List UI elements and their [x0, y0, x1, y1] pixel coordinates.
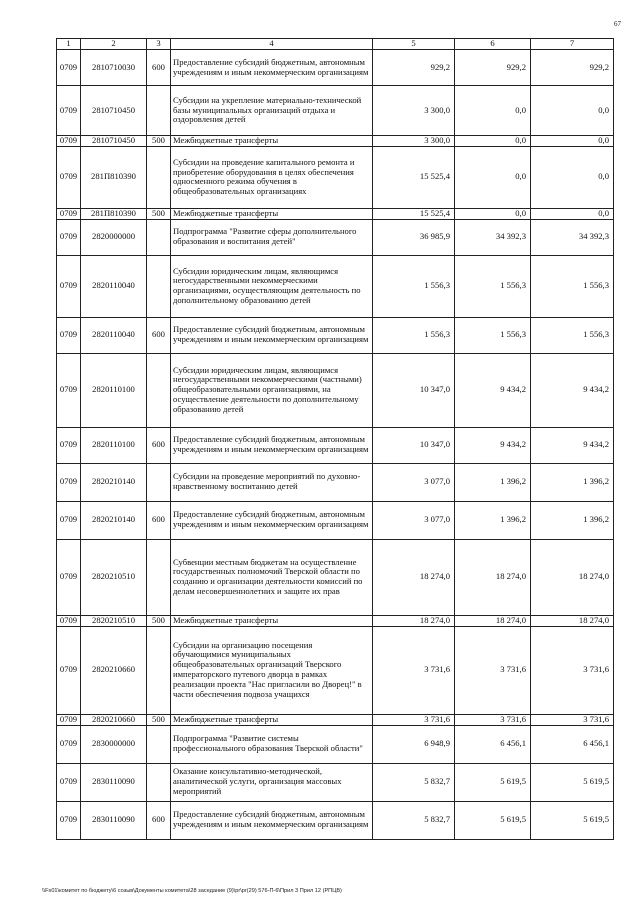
cell-name: Субсидии юридическим лицам, являющимся негосударственными некоммерческими (частными) общеобразовательными организациями, на осуществление деятельности по дополнительному образованию детей: [171, 353, 373, 427]
cell-value-5: 1 556,3: [373, 317, 455, 353]
cell-name: Субсидии на проведение капитального ремонта и приобретение оборудования в целях обеспечения односменного режима обучения в общеобразовательных организациях: [171, 146, 373, 208]
table-row: [57, 146, 614, 208]
page-number: 67: [614, 20, 621, 28]
cell-section: 0709: [57, 463, 81, 501]
cell-value-6: 0,0: [455, 136, 531, 147]
cell-value-7: 5 619,5: [531, 763, 614, 801]
cell-name: Предоставление субсидий бюджетным, автономным учреждениям и иным некоммерческим организациям: [171, 50, 373, 86]
cell-value-5: 3 300,0: [373, 136, 455, 147]
cell-value-6: 1 396,2: [455, 501, 531, 539]
table-row: [57, 255, 614, 317]
table-row: [57, 763, 614, 801]
cell-value-7: 1 556,3: [531, 255, 614, 317]
cell-value-6: 5 619,5: [455, 763, 531, 801]
cell-name: Предоставление субсидий бюджетным, автономным учреждениям и иным некоммерческим организациям: [171, 501, 373, 539]
cell-target-article: 2820210660: [81, 714, 147, 725]
cell-expense-type: [147, 763, 171, 801]
cell-name: Субсидии юридическим лицам, являющимся негосударственными некоммерческими организациями, осуществляющим деятельность по дополнительному образованию детей: [171, 255, 373, 317]
cell-name: Предоставление субсидий бюджетным, автономным учреждениям и иным некоммерческим организациям: [171, 427, 373, 463]
cell-section: 0709: [57, 725, 81, 763]
cell-section: 0709: [57, 50, 81, 86]
cell-target-article: 2820110040: [81, 255, 147, 317]
cell-value-5: 929,2: [373, 50, 455, 86]
cell-name: Межбюджетные трансферты: [171, 136, 373, 147]
cell-value-7: 1 396,2: [531, 463, 614, 501]
cell-value-5: 1 556,3: [373, 255, 455, 317]
cell-value-6: 5 619,5: [455, 801, 531, 839]
cell-value-7: 1 556,3: [531, 317, 614, 353]
cell-value-5: 5 832,7: [373, 801, 455, 839]
cell-target-article: 2820210140: [81, 501, 147, 539]
cell-value-7: 0,0: [531, 136, 614, 147]
table-row: [57, 725, 614, 763]
cell-value-5: 6 948,9: [373, 725, 455, 763]
cell-value-7: 5 619,5: [531, 801, 614, 839]
cell-value-5: 3 300,0: [373, 86, 455, 136]
cell-section: 0709: [57, 86, 81, 136]
cell-value-5: 3 077,0: [373, 463, 455, 501]
cell-value-6: 929,2: [455, 50, 531, 86]
cell-name: Субсидии на укрепление материально-технической базы муниципальных организаций отдыха и оздоровления детей: [171, 86, 373, 136]
cell-section: 0709: [57, 136, 81, 147]
table-row: [57, 86, 614, 136]
cell-target-article: 2820110100: [81, 427, 147, 463]
budget-table: [56, 38, 614, 840]
cell-value-5: 3 077,0: [373, 501, 455, 539]
cell-section: 0709: [57, 427, 81, 463]
cell-target-article: 2820210140: [81, 463, 147, 501]
cell-value-5: 36 985,9: [373, 219, 455, 255]
cell-expense-type: [147, 725, 171, 763]
cell-value-6: 9 434,2: [455, 353, 531, 427]
cell-value-5: 5 832,7: [373, 763, 455, 801]
header-col-4: 4: [171, 39, 373, 50]
cell-expense-type: [147, 86, 171, 136]
cell-target-article: 2830000000: [81, 725, 147, 763]
cell-target-article: 2810710450: [81, 136, 147, 147]
cell-expense-type: 600: [147, 317, 171, 353]
cell-section: 0709: [57, 539, 81, 615]
file-path-footer: \\Fs01\комитет по бюджету\6 созыв\Документы комитета\28 заседание (9)\pr\pr(29) 576-П-6\Прил 3 Прил 12 (РПЦВ): [42, 888, 342, 894]
cell-expense-type: [147, 463, 171, 501]
table-row: [57, 615, 614, 626]
cell-target-article: 2820210660: [81, 626, 147, 714]
cell-target-article: 2820210510: [81, 615, 147, 626]
header-col-1: 1: [57, 39, 81, 50]
cell-target-article: 281П810390: [81, 146, 147, 208]
cell-section: 0709: [57, 501, 81, 539]
cell-name: Предоставление субсидий бюджетным, автономным учреждениям и иным некоммерческим организациям: [171, 317, 373, 353]
cell-name: Предоставление субсидий бюджетным, автономным учреждениям и иным некоммерческим организациям: [171, 801, 373, 839]
cell-value-5: 10 347,0: [373, 353, 455, 427]
cell-value-7: 3 731,6: [531, 714, 614, 725]
cell-name: Субвенции местным бюджетам на осуществление государственных полномочий Тверской области по созданию и организации деятельности комиссий по делам несовершеннолетних и защите их прав: [171, 539, 373, 615]
cell-section: 0709: [57, 714, 81, 725]
header-row: [57, 39, 614, 50]
cell-value-7: 0,0: [531, 146, 614, 208]
table-row: [57, 427, 614, 463]
cell-name: Межбюджетные трансферты: [171, 714, 373, 725]
cell-value-5: 3 731,6: [373, 714, 455, 725]
cell-expense-type: 500: [147, 615, 171, 626]
header-col-5: 5: [373, 39, 455, 50]
cell-value-6: 9 434,2: [455, 427, 531, 463]
cell-value-6: 18 274,0: [455, 615, 531, 626]
cell-section: 0709: [57, 801, 81, 839]
cell-value-7: 9 434,2: [531, 353, 614, 427]
cell-expense-type: [147, 219, 171, 255]
cell-value-6: 18 274,0: [455, 539, 531, 615]
header-col-6: 6: [455, 39, 531, 50]
cell-value-7: 9 434,2: [531, 427, 614, 463]
cell-value-6: 6 456,1: [455, 725, 531, 763]
cell-name: Оказание консультативно-методической, аналитической услуги, организация массовых мероприятий: [171, 763, 373, 801]
table-row: [57, 463, 614, 501]
cell-value-5: 18 274,0: [373, 615, 455, 626]
table-row: [57, 136, 614, 147]
table-row: [57, 219, 614, 255]
cell-name: Подпрограмма "Развитие системы профессионального образования Тверской области": [171, 725, 373, 763]
cell-expense-type: [147, 626, 171, 714]
header-col-7: 7: [531, 39, 614, 50]
cell-value-6: 1 556,3: [455, 255, 531, 317]
table-row: [57, 208, 614, 219]
cell-expense-type: 500: [147, 136, 171, 147]
table-row: [57, 317, 614, 353]
table-row: [57, 353, 614, 427]
cell-target-article: 2820210510: [81, 539, 147, 615]
cell-value-7: 1 396,2: [531, 501, 614, 539]
cell-expense-type: 500: [147, 208, 171, 219]
cell-expense-type: 600: [147, 50, 171, 86]
cell-expense-type: 500: [147, 714, 171, 725]
cell-value-5: 15 525,4: [373, 208, 455, 219]
cell-value-5: 10 347,0: [373, 427, 455, 463]
cell-target-article: 2810710030: [81, 50, 147, 86]
cell-value-7: 6 456,1: [531, 725, 614, 763]
cell-section: 0709: [57, 255, 81, 317]
cell-section: 0709: [57, 615, 81, 626]
cell-value-7: 929,2: [531, 50, 614, 86]
cell-section: 0709: [57, 626, 81, 714]
cell-section: 0709: [57, 317, 81, 353]
cell-target-article: 2820000000: [81, 219, 147, 255]
cell-value-7: 3 731,6: [531, 626, 614, 714]
cell-value-5: 18 274,0: [373, 539, 455, 615]
cell-value-5: 15 525,4: [373, 146, 455, 208]
cell-value-6: 3 731,6: [455, 626, 531, 714]
cell-name: Межбюджетные трансферты: [171, 615, 373, 626]
table-row: [57, 801, 614, 839]
cell-value-7: 0,0: [531, 208, 614, 219]
cell-name: Межбюджетные трансферты: [171, 208, 373, 219]
cell-value-6: 1 396,2: [455, 463, 531, 501]
cell-section: 0709: [57, 763, 81, 801]
cell-expense-type: [147, 353, 171, 427]
cell-expense-type: [147, 539, 171, 615]
cell-value-6: 0,0: [455, 146, 531, 208]
cell-target-article: 2820110100: [81, 353, 147, 427]
cell-expense-type: 600: [147, 801, 171, 839]
header-col-3: 3: [147, 39, 171, 50]
cell-section: 0709: [57, 353, 81, 427]
cell-expense-type: 600: [147, 501, 171, 539]
cell-value-6: 0,0: [455, 208, 531, 219]
cell-target-article: 2830110090: [81, 763, 147, 801]
cell-target-article: 2820110040: [81, 317, 147, 353]
cell-value-7: 18 274,0: [531, 615, 614, 626]
cell-expense-type: 600: [147, 427, 171, 463]
cell-value-5: 3 731,6: [373, 626, 455, 714]
cell-value-7: 18 274,0: [531, 539, 614, 615]
cell-section: 0709: [57, 219, 81, 255]
cell-target-article: 2810710450: [81, 86, 147, 136]
cell-section: 0709: [57, 208, 81, 219]
cell-section: 0709: [57, 146, 81, 208]
cell-expense-type: [147, 255, 171, 317]
header-col-2: 2: [81, 39, 147, 50]
cell-name: Подпрограмма "Развитие сферы дополнительного образования и воспитания детей": [171, 219, 373, 255]
cell-target-article: 2830110090: [81, 801, 147, 839]
cell-value-6: 34 392,3: [455, 219, 531, 255]
table-row: [57, 501, 614, 539]
table-row: [57, 714, 614, 725]
cell-value-6: 3 731,6: [455, 714, 531, 725]
cell-value-7: 34 392,3: [531, 219, 614, 255]
table-row: [57, 539, 614, 615]
table-row: [57, 50, 614, 86]
cell-name: Субсидии на организацию посещения обучающимися муниципальных общеобразовательных организаций Тверского императорского путевого дворца в рамках реализации проекта "Нас пригласили во Дворец!" в части обеспечения подвоза учащихся: [171, 626, 373, 714]
cell-value-6: 0,0: [455, 86, 531, 136]
cell-value-7: 0,0: [531, 86, 614, 136]
cell-name: Субсидии на проведение мероприятий по духовно-нравственному воспитанию детей: [171, 463, 373, 501]
cell-target-article: 281П810390: [81, 208, 147, 219]
cell-value-6: 1 556,3: [455, 317, 531, 353]
cell-expense-type: [147, 146, 171, 208]
table-row: [57, 626, 614, 714]
